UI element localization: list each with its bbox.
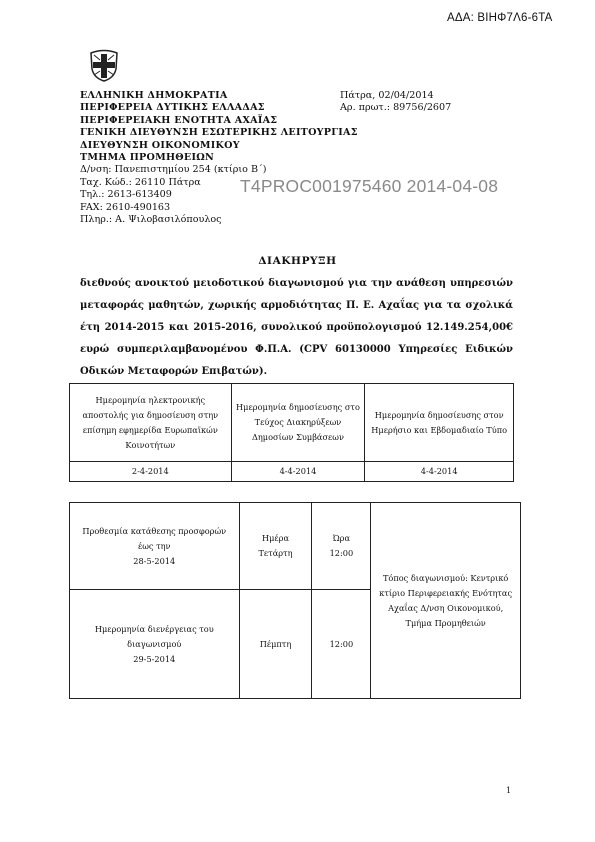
org-line: ΕΛΛΗΝΙΚΗ ΔΗΜΟΚΡΑΤΙΑ <box>80 90 228 101</box>
table-header-cell: Ημερομηνία δημοσίευσης στον Ημερήσιο και Εβδομαδιαίο Τύπο <box>365 384 514 462</box>
document-title: ΔΙΑΚΗΡΥΞΗ <box>258 255 337 267</box>
time-value: 12:00 <box>312 590 371 699</box>
table-cell: 2-4-2014 <box>70 462 232 482</box>
conduct-label: Ημερομηνία διενέργειας του διαγωνισμού <box>94 623 214 649</box>
day-value: Πέμπτη <box>239 590 312 699</box>
contact-line: Ταχ. Κώδ.: 26110 Πάτρα <box>80 176 201 188</box>
org-line: ΠΕΡΙΦΕΡΕΙΑΚΗ ΕΝΟΤΗΤΑ ΑΧΑΪΑΣ <box>80 114 278 126</box>
org-line: ΤΜΗΜΑ ΠΡΟΜΗΘΕΙΩΝ <box>80 152 215 164</box>
contact-line: Δ/νση: Πανεπιστημίου 254 (κτίριο Β΄) <box>80 164 267 176</box>
protocol-number: Αρ. πρωτ.: 89756/2607 <box>340 102 452 114</box>
contact-line: Πληρ.: Α. Ψιλοβασιλόπουλος <box>80 214 222 226</box>
ada-code: ΑΔΑ: ΒΙΗΦ7Λ6-6ΤΑ <box>447 12 553 24</box>
table-cell: 4-4-2014 <box>231 462 365 482</box>
time-cell <box>312 503 371 590</box>
conduct-cell <box>70 590 240 699</box>
time-label: Ώρα <box>332 533 351 543</box>
table-cell: 4-4-2014 <box>365 462 514 482</box>
table-row <box>70 503 521 590</box>
org-line: ΓΕΝΙΚΗ ΔΙΕΥΘΥΝΣΗ ΕΣΩΤΕΡΙΚΗΣ ΛΕΙΤΟΥΡΓΙΑΣ <box>80 127 358 139</box>
header-block <box>80 90 358 226</box>
deadline-cell <box>70 503 240 590</box>
table-header-cell: Ημερομηνία δημοσίευσης στο Τεύχος Διακηρύξεων Δημοσίων Συμβάσεων <box>231 384 365 462</box>
time-value: 12:00 <box>329 548 354 558</box>
publication-dates-table <box>69 383 514 482</box>
watermark: Τ4PROC001975460 2014-04-08 <box>240 176 499 196</box>
place-date: Πάτρα, 02/04/2014 <box>340 90 434 101</box>
org-line: ΔΙΕΥΘΥΝΣΗ ΟΙΚΟΝΟΜΙΚΟΥ <box>80 139 240 151</box>
day-cell <box>239 503 312 590</box>
org-line: ΠΕΡΙΦΕΡΕΙΑ ΔΥΤΙΚΗΣ ΕΛΛΑΔΑΣ <box>80 102 265 114</box>
contact-line: Τηλ.: 2613-613409 <box>80 189 172 201</box>
page-number: 1 <box>506 786 512 795</box>
table-row <box>70 462 514 482</box>
table-header-cell: Ημερομηνία ηλεκτρονικής αποστολής για δημοσίευση στην επίσημη εφημερίδα Ευρωπαϊκών Κοινοτήτων <box>70 384 232 462</box>
greek-emblem-icon <box>88 49 120 82</box>
day-value: Τετάρτη <box>258 548 293 558</box>
tender-description: διεθνούς ανοικτού μειοδοτικού διαγωνισμού για την ανάθεση υπηρεσιών μεταφοράς μαθητών, χωρικής αρμοδιότητας Π. Ε. Αχαΐας για τα σχολικά έτη 2014-2015 και 2015-2016, συνολικού προϋπολογισμού 12.149.254,00€ ευρώ συμπεριλαμβανομένου Φ.Π.Α. (CPV 60130000 Υπηρεσίες Ειδικών Οδικών Μεταφορών Επιβατών). <box>80 278 513 377</box>
contact-line: FAX: 2610-490163 <box>80 201 171 213</box>
date-protocol-block <box>340 90 451 115</box>
deadline-date: 28-5-2014 <box>133 555 176 566</box>
conduct-date: 29-5-2014 <box>133 653 176 664</box>
place-cell: Τόπος διαγωνισμού: Κεντρικό κτίριο Περιφερειακής Ενότητας Αχαΐας Δ/νση Οικονομικού, Τμήμα Προμηθειών <box>371 503 521 699</box>
day-label: Ημέρα <box>261 533 289 543</box>
deadline-label: Προθεσμία κατάθεσης προσφορών έως την <box>82 525 227 551</box>
table-row <box>70 384 514 462</box>
tender-schedule-table <box>69 502 521 699</box>
